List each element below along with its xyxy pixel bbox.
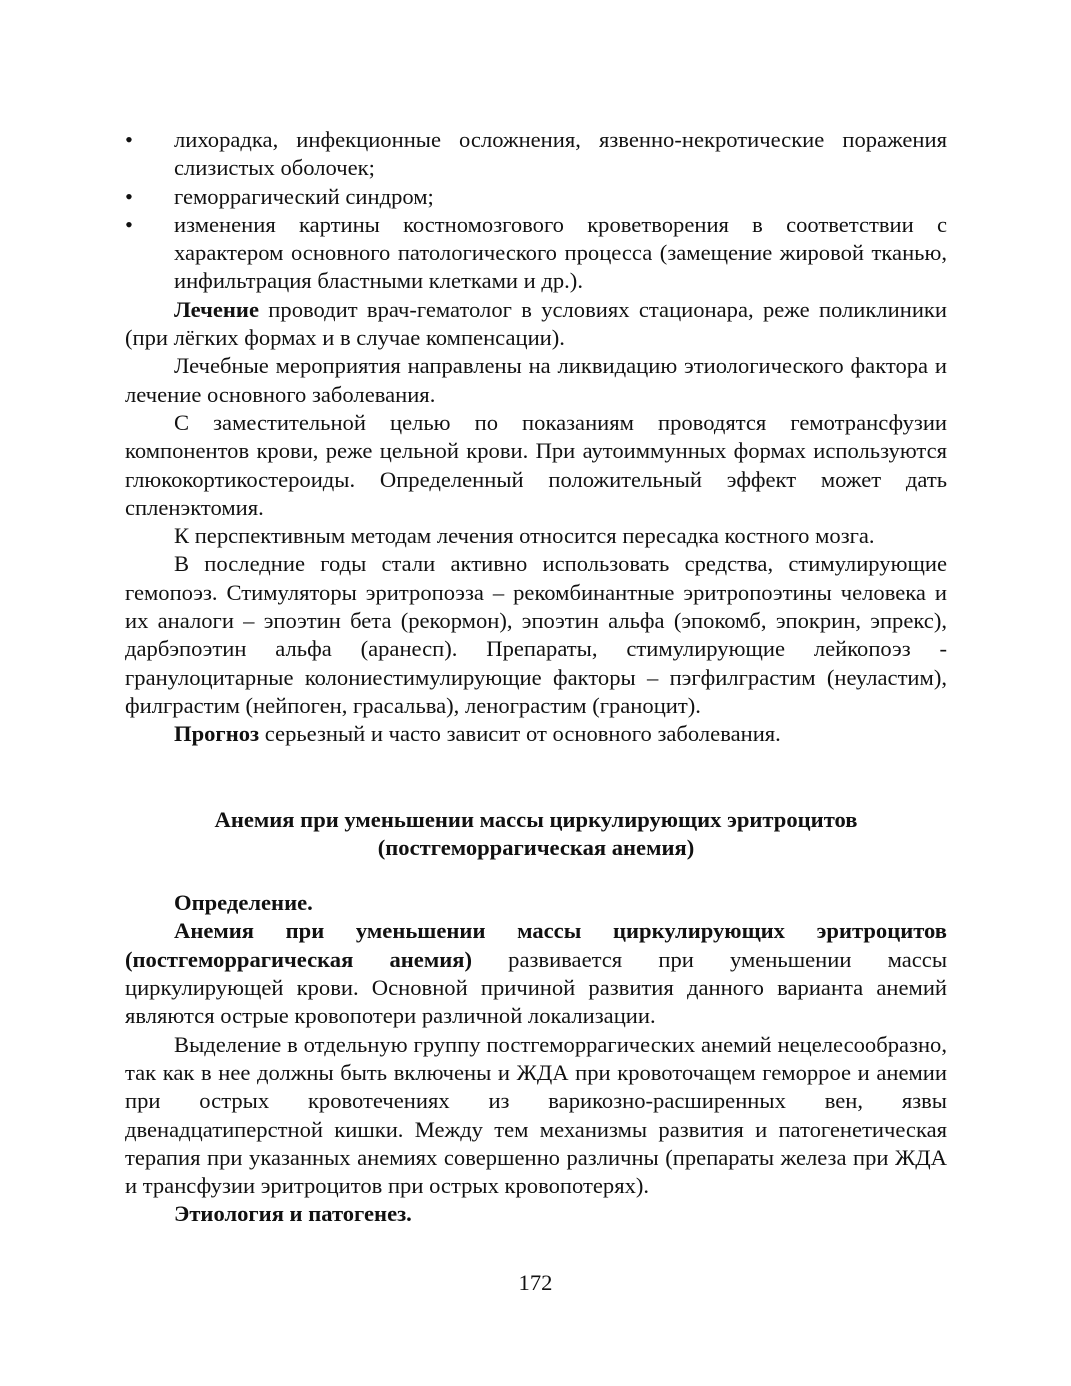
- definition-label: Определение.: [174, 890, 313, 916]
- body-paragraph: В последние годы стали активно использовать средства, стимулирующие гемопоэз. Стимуляторы эритропоэза – рекомбинантные эритропоэтины человека и их аналоги – эпоэтин бета (рекормон), эпоэтин альфа (эпокомб, эпокрин, эпрекс), дарбэпоэтин альфа (аранесп). Препараты, стимулирующие лейкопоэз - гранулоцитарные колониестимулирующие факторы – пэгфилграстим (неуластим), филграстим (нейпоген, грасальва), ленограстим (граноцит).: [125, 551, 947, 718]
- treatment-paragraph: [125, 296, 947, 353]
- body-paragraph: С заместительной целью по показаниям проводятся гемотрансфузии компонентов крови, реже цельной крови. При аутоиммунных формах используются глюкокортикостероиды. Определенный положительный эффект может дать спленэктомия.: [125, 409, 947, 520]
- section-heading-line: (постгеморрагическая анемия): [377, 834, 695, 860]
- prognosis-text: серьезный и часто зависит от основного заболевания.: [259, 721, 781, 747]
- list-item: [125, 183, 947, 211]
- bullet-list: [125, 126, 947, 296]
- bullet-icon: •: [125, 211, 133, 237]
- body-paragraph: К перспективным методам лечения относится пересадка костного мозга.: [174, 523, 875, 549]
- list-item: [125, 211, 947, 296]
- treatment-label: Лечение: [174, 296, 259, 322]
- definition-text: развивается при уменьшении массы циркулирующей крови. Основной причиной развития данного варианта анемий являются острые кровопотери различной локализации.: [125, 946, 948, 1029]
- list-item: [125, 126, 947, 183]
- body-paragraph: Выделение в отдельную группу постгеморрагических анемий нецелесообразно, так как в нее должны быть включены и ЖДА при кровоточащем геморрое и анемии при острых кровотечениях из варикозно-расширенных вен, язвы двенадцатиперстной кишки. Между тем механизмы развития и патогенетическая терапия при указанных анемиях совершенно различны (препараты железа при ЖДА и трансфузии эритроцитов при острых кровопотерях).: [125, 1031, 947, 1199]
- bullet-icon: •: [125, 127, 133, 152]
- page-number: 172: [518, 1270, 553, 1295]
- definition-term: Анемия при уменьшении массы циркулирующих эритроцитов (постгеморрагическая анемия): [125, 918, 947, 972]
- prognosis-paragraph: [125, 720, 947, 748]
- treatment-text: проводит врач-гематолог в условиях стационара, реже поликлиники (при лёгких формах и в случае компенсации).: [125, 296, 947, 351]
- list-item-text: изменения картины костномозгового кроветворения в соответствии с характером основного патологического процесса (замещение жировой тканью, инфильтрация бластными клетками и др.).: [174, 211, 947, 294]
- list-item-text: геморрагический синдром;: [174, 183, 434, 209]
- definition-paragraph: [125, 917, 947, 1030]
- prognosis-label: Прогноз: [174, 721, 260, 747]
- section-heading-line: Анемия при уменьшении массы циркулирующих эритроцитов: [214, 806, 858, 832]
- etiology-label: Этиология и патогенез.: [174, 1201, 412, 1227]
- list-item-text: лихорадка, инфекционные осложнения, язвенно-некротические поражения слизистых оболочек;: [174, 127, 947, 181]
- bullet-icon: •: [125, 183, 133, 209]
- page-content: [125, 126, 947, 1229]
- body-paragraph: Лечебные мероприятия направлены на ликвидацию этиологического фактора и лечение основного заболевания.: [125, 353, 947, 407]
- section-heading: [125, 806, 947, 863]
